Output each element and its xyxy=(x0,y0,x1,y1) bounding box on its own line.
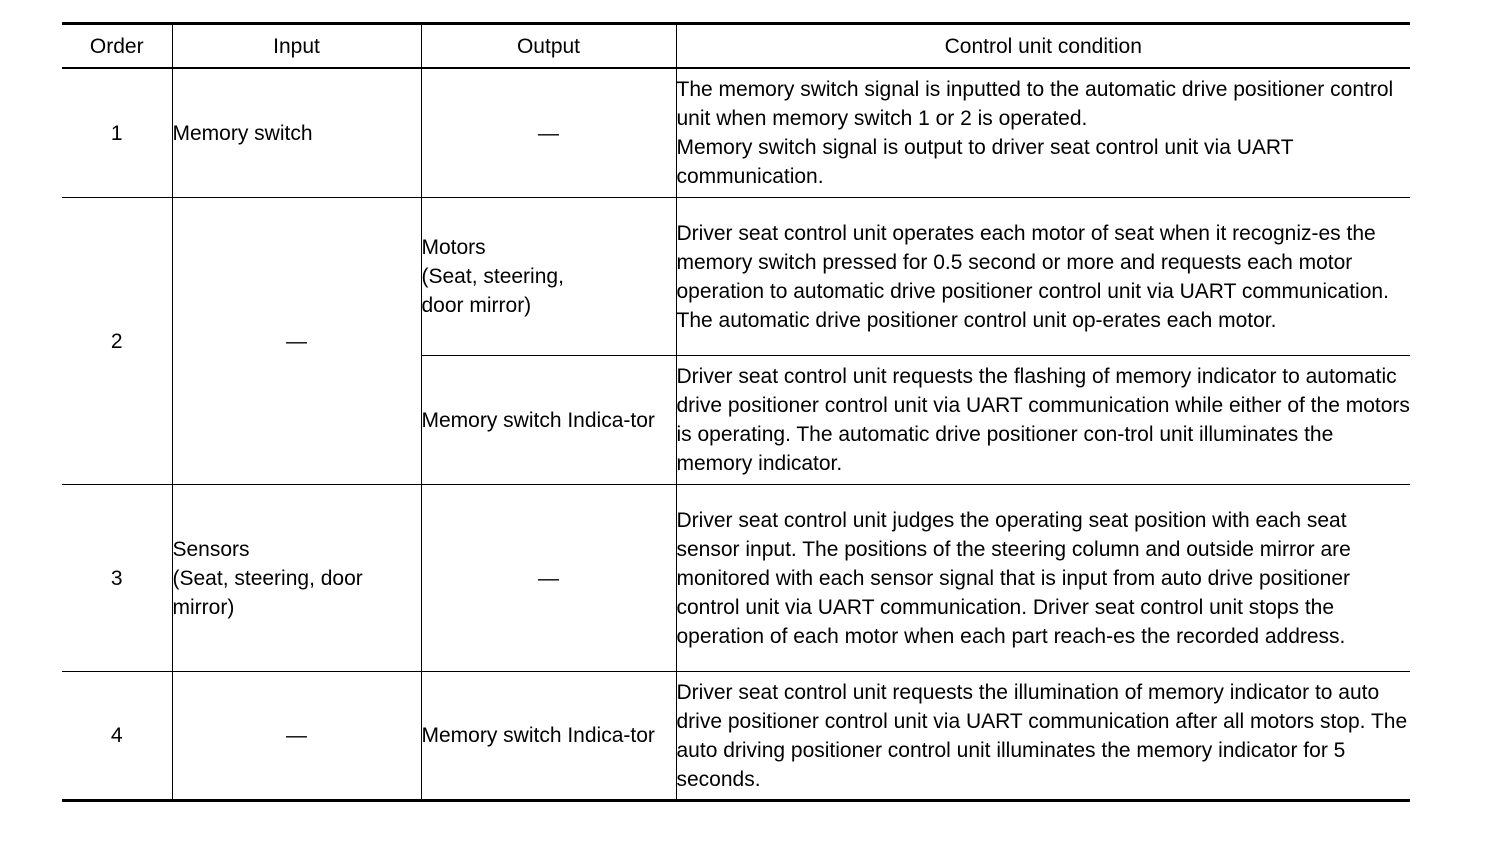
input-cell: — xyxy=(172,198,421,485)
table-row xyxy=(62,485,1410,672)
input-cell: Sensors (Seat, steering, door mirror) xyxy=(172,485,421,672)
control-sequence-table xyxy=(62,22,1410,802)
header-input: Input xyxy=(172,24,421,69)
condition-cell: Driver seat control unit requests the illumination of memory indicator to auto drive positioner control unit via UART communication after all motors stop. The auto driving positioner control unit illuminates the memory indicator for 5 seconds. xyxy=(676,672,1410,801)
input-cell: Memory switch xyxy=(172,68,421,198)
order-cell: 3 xyxy=(62,485,172,672)
order-cell: 2 xyxy=(62,198,172,485)
condition-cell: Driver seat control unit operates each motor of seat when it recogniz-es the memory switch pressed for 0.5 second or more and requests each motor operation to automatic drive positioner control unit via UART communication. The automatic drive positioner control unit op-erates each motor. xyxy=(676,198,1410,356)
header-output: Output xyxy=(421,24,676,69)
order-cell: 4 xyxy=(62,672,172,801)
table-row xyxy=(62,672,1410,801)
output-cell: Motors (Seat, steering, door mirror) xyxy=(421,198,676,356)
condition-cell: Driver seat control unit requests the flashing of memory indicator to automatic drive positioner control unit via UART communication while either of the motors is operating. The automatic drive positioner con-trol unit illuminates the memory indicator. xyxy=(676,356,1410,485)
header-condition: Control unit condition xyxy=(676,24,1410,69)
condition-cell: Driver seat control unit judges the operating seat position with each seat sensor input. The positions of the steering column and outside mirror are monitored with each sensor signal that is input from auto drive positioner control unit via UART communication. Driver seat control unit stops the operation of each motor when each part reach-es the recorded address. xyxy=(676,485,1410,672)
output-cell: Memory switch Indica-tor xyxy=(421,356,676,485)
output-cell: — xyxy=(421,68,676,198)
table-header-row xyxy=(62,24,1410,69)
table-row xyxy=(62,68,1410,198)
output-cell: Memory switch Indica-tor xyxy=(421,672,676,801)
output-cell: — xyxy=(421,485,676,672)
table-row xyxy=(62,198,1410,356)
condition-cell: The memory switch signal is inputted to the automatic drive positioner control unit when memory switch 1 or 2 is operated. Memory switch signal is output to driver seat control unit via UART communication. xyxy=(676,68,1410,198)
input-cell: — xyxy=(172,672,421,801)
header-order: Order xyxy=(62,24,172,69)
order-cell: 1 xyxy=(62,68,172,198)
